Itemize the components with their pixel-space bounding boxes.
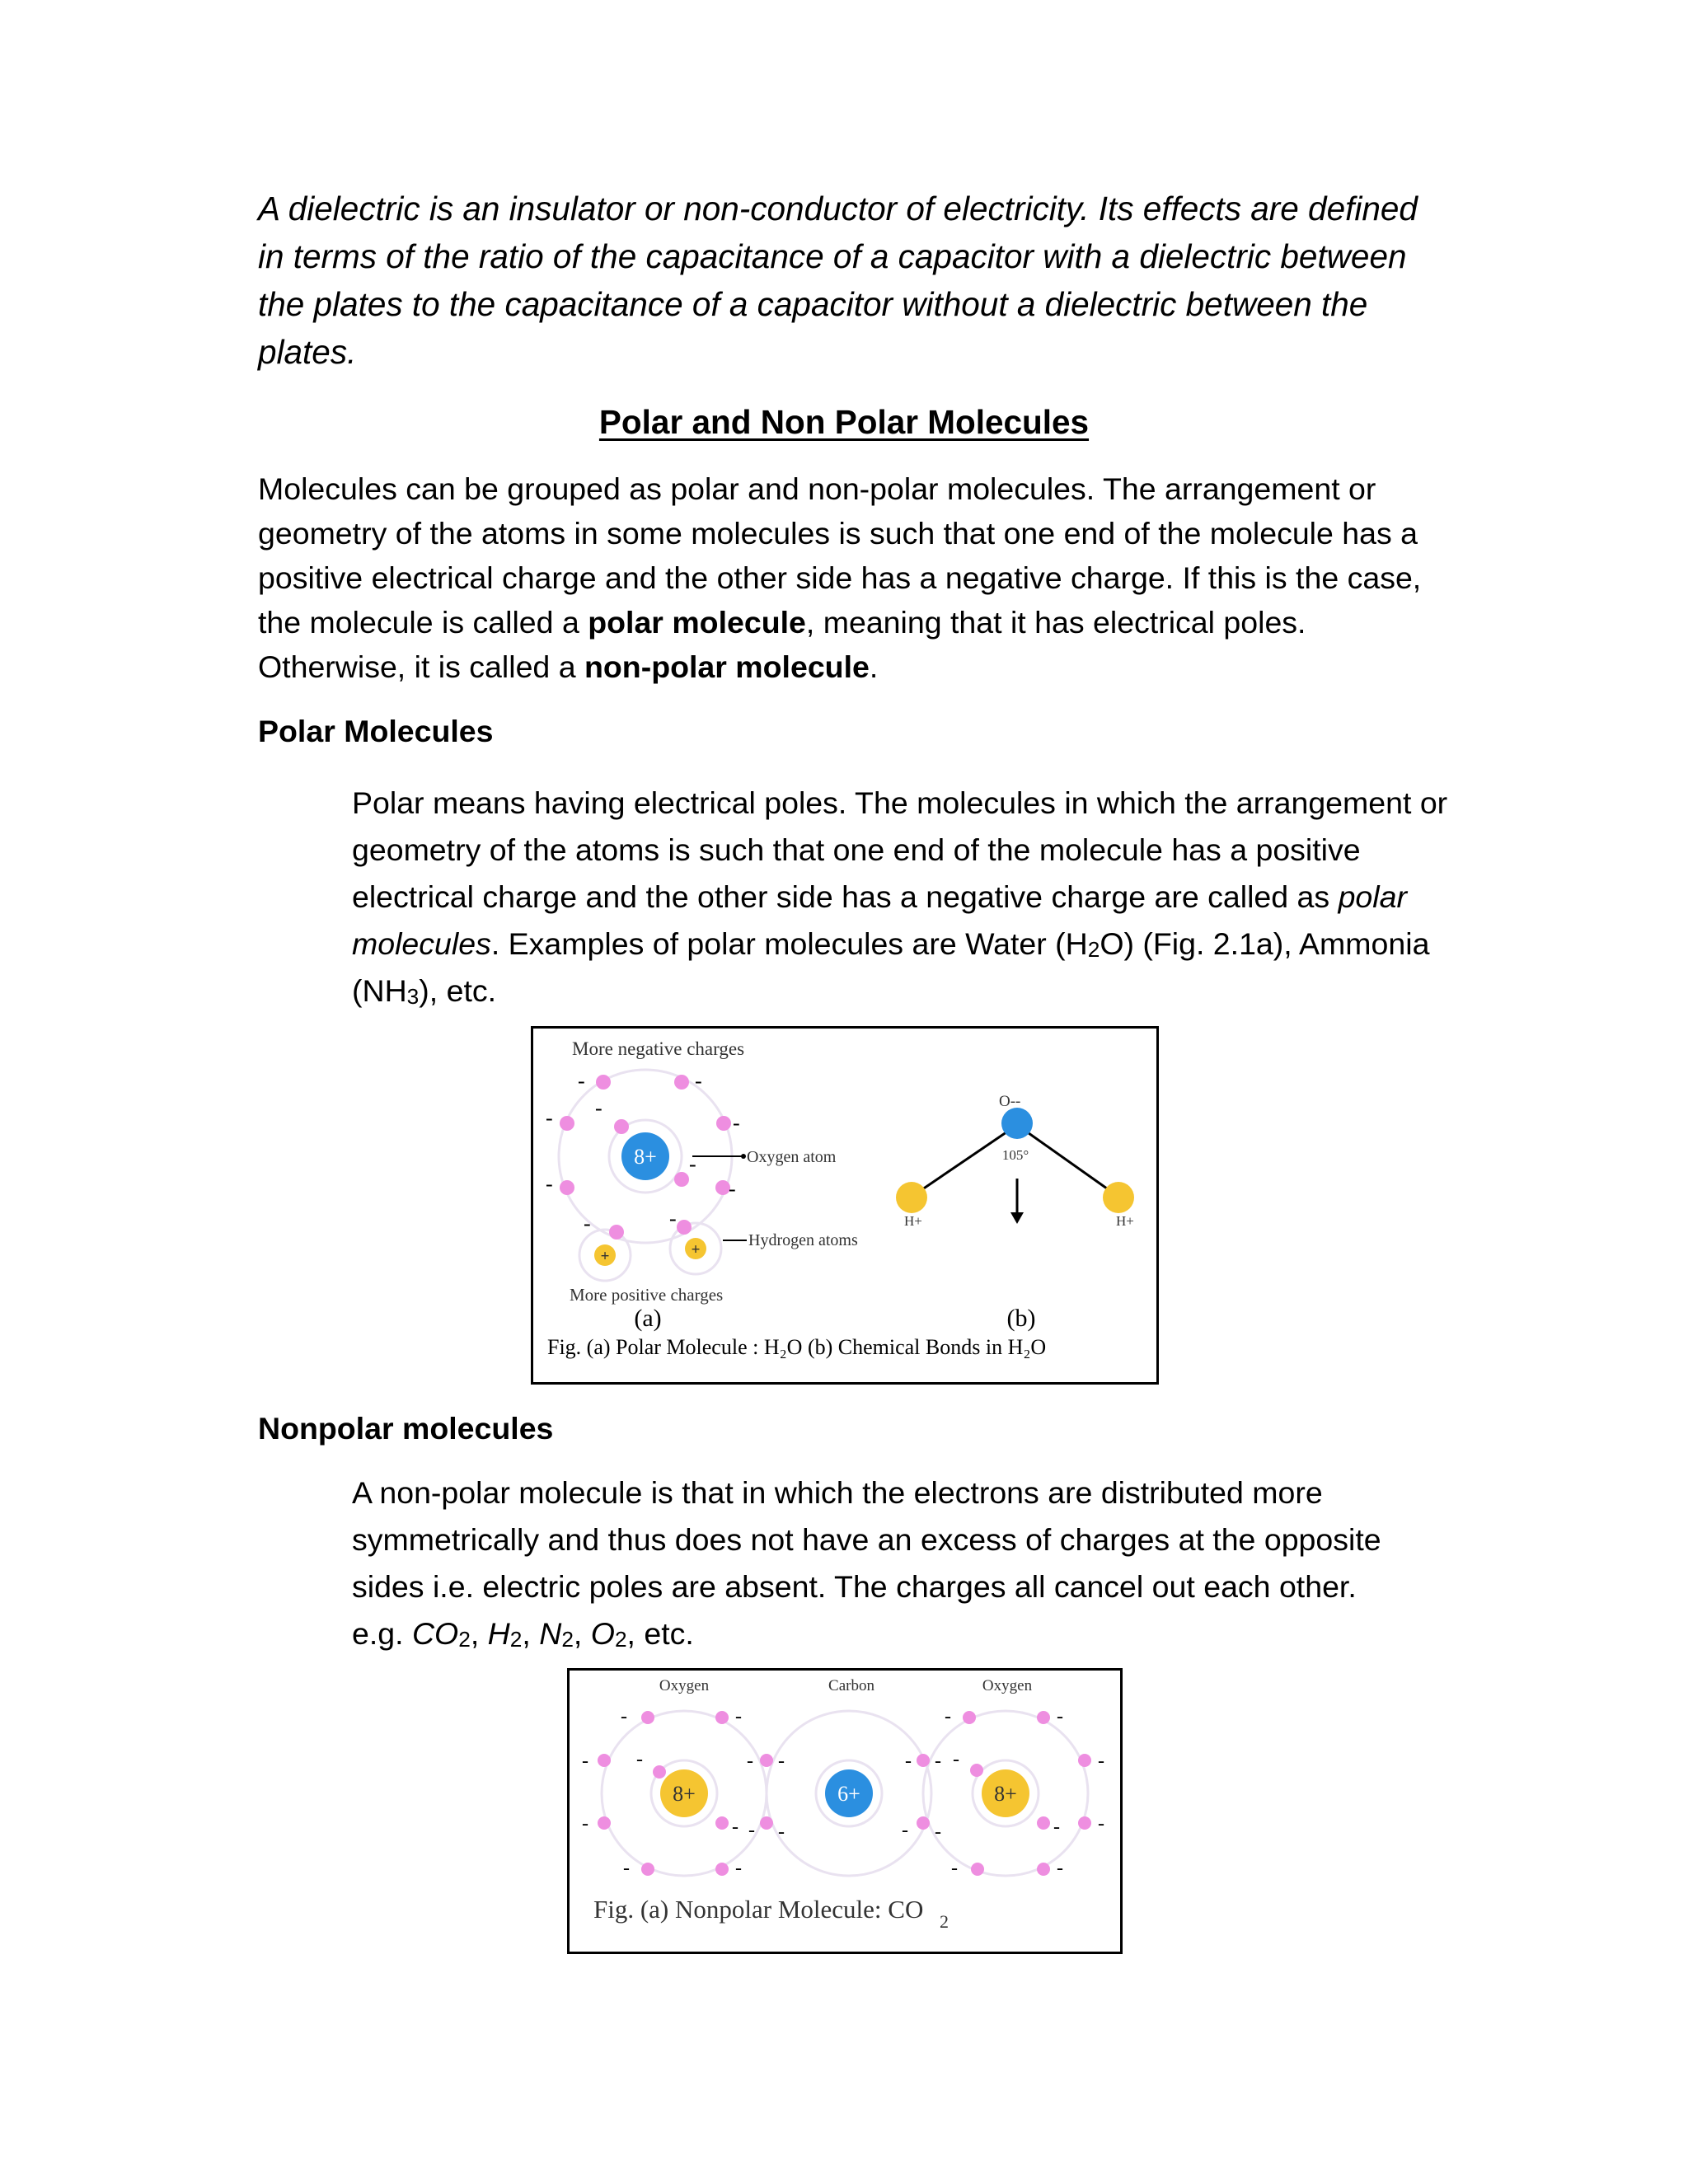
svg-text:-: - xyxy=(953,1749,959,1770)
svg-text:-: - xyxy=(778,1750,785,1772)
svg-text:-: - xyxy=(778,1821,785,1843)
svg-text:-: - xyxy=(582,1813,588,1835)
h-plus-left: H+ xyxy=(904,1213,922,1229)
svg-text:-: - xyxy=(902,1820,908,1841)
oxygen-nucleus-label: 8+ xyxy=(634,1145,657,1169)
carbon-label: Carbon xyxy=(828,1677,874,1694)
svg-text:-: - xyxy=(733,1111,740,1135)
hydrogen-plus-right: + xyxy=(691,1241,701,1258)
svg-text:-: - xyxy=(695,1069,702,1093)
hydrogen-atoms-label: Hydrogen atoms xyxy=(748,1231,858,1249)
svg-text:-: - xyxy=(945,1706,951,1727)
oxygen-atom-label: Oxygen atom xyxy=(747,1148,837,1166)
svg-text:-: - xyxy=(935,1821,941,1843)
svg-text:-: - xyxy=(636,1749,643,1770)
svg-text:-: - xyxy=(1098,1750,1104,1772)
section-heading: Polar and Non Polar Molecules xyxy=(598,403,1090,441)
svg-text:-: - xyxy=(623,1858,630,1879)
svg-text:-: - xyxy=(582,1750,588,1772)
svg-text:-: - xyxy=(732,1816,738,1838)
svg-text:-: - xyxy=(747,1750,753,1772)
o-minus-label: O-- xyxy=(999,1093,1021,1110)
nonpolar-figure-caption-sub: 2 xyxy=(940,1911,949,1932)
svg-text:-: - xyxy=(1057,1858,1063,1879)
right-oxygen-nucleus-label: 8+ xyxy=(994,1782,1017,1806)
left-oxygen-nucleus-label: 8+ xyxy=(673,1782,696,1806)
more-negative-label: More negative charges xyxy=(572,1038,745,1059)
intro-paragraph: A dielectric is an insulator or non-conductor of electricity. Its effects are defined in terms of the ratio of the capacitance of a capacitor with a dielectric between the plates to the capacitance of a capacitor without a dielectric between the plates. xyxy=(258,190,1418,371)
svg-text:-: - xyxy=(905,1750,912,1772)
svg-text:-: - xyxy=(578,1069,585,1093)
nonpolar-molecule-figure xyxy=(567,1668,1123,1958)
polar-molecule-figure xyxy=(531,1026,1159,1389)
hydrogen-atom-b-right xyxy=(1103,1182,1134,1213)
svg-text:-: - xyxy=(546,1172,553,1196)
hydrogen-plus-left: + xyxy=(600,1248,610,1265)
figure-label-a: (a) xyxy=(634,1305,662,1332)
svg-text:-: - xyxy=(595,1096,603,1120)
polar-figure-caption: Fig. (a) Polar Molecule : H₂O (b) Chemical Bonds in H₂O xyxy=(547,1335,1047,1359)
svg-text:-: - xyxy=(951,1858,958,1879)
svg-text:-: - xyxy=(748,1820,755,1841)
svg-text:-: - xyxy=(1098,1813,1104,1835)
svg-text:-: - xyxy=(735,1858,742,1879)
oxygen-atom-b xyxy=(1001,1108,1033,1139)
left-oxygen-label: Oxygen xyxy=(659,1677,710,1694)
carbon-nucleus-label: 6+ xyxy=(837,1782,860,1806)
right-oxygen-label: Oxygen xyxy=(982,1677,1033,1694)
svg-text:-: - xyxy=(621,1706,627,1727)
more-positive-label: More positive charges xyxy=(570,1285,724,1305)
bond-angle-label: 105° xyxy=(1001,1147,1029,1163)
nonpolar-paragraph: A non-polar molecule is that in which the electrons are distributed more symmetrically and thus does not have an excess of charges at the opposite sides i.e. electric poles are absent. The charges all cancel out each other. e.g. $CO_2$, $H_2$, $N_2$, $O_2$, etc. xyxy=(352,1475,1381,1652)
molecules-paragraph: Molecules can be grouped as polar and non-polar molecules. The arrangement or geometry of the atoms in some molecules is such that one end of the molecule has a positive electrical charge and the other side has a negative charge. If this is the case, the molecule is called a polar molecule, meaning that it has electrical poles. Otherwise, it is called a non-polar molecule. xyxy=(258,471,1422,684)
nonpolar-molecules-heading: Nonpolar molecules xyxy=(258,1411,554,1446)
svg-text:-: - xyxy=(689,1152,696,1176)
svg-text:-: - xyxy=(584,1212,591,1235)
svg-text:-: - xyxy=(546,1106,553,1130)
svg-text:-: - xyxy=(1057,1706,1063,1727)
polar-molecules-heading: Polar Molecules xyxy=(258,714,494,748)
figure-label-b: (b) xyxy=(1006,1305,1036,1332)
svg-text:-: - xyxy=(735,1706,742,1727)
nonpolar-figure-caption: Fig. (a) Nonpolar Molecule: CO xyxy=(593,1895,924,1924)
svg-text:-: - xyxy=(729,1177,736,1201)
svg-text:-: - xyxy=(1053,1816,1060,1838)
svg-text:-: - xyxy=(935,1750,941,1772)
hydrogen-atom-b-left xyxy=(896,1182,927,1213)
svg-text:-: - xyxy=(669,1207,677,1230)
h-plus-right: H+ xyxy=(1116,1213,1134,1229)
polar-paragraph: Polar means having electrical poles. The molecules in which the arrangement or geometry of the atoms is such that one end of the molecule has a positive electrical charge and the other side has a negative charge are called as polar molecules. Examples of polar molecules are Water $(H_2O)$ (Fig. 2.1a), Ammonia $(NH_3)$, etc. xyxy=(352,785,1448,1010)
